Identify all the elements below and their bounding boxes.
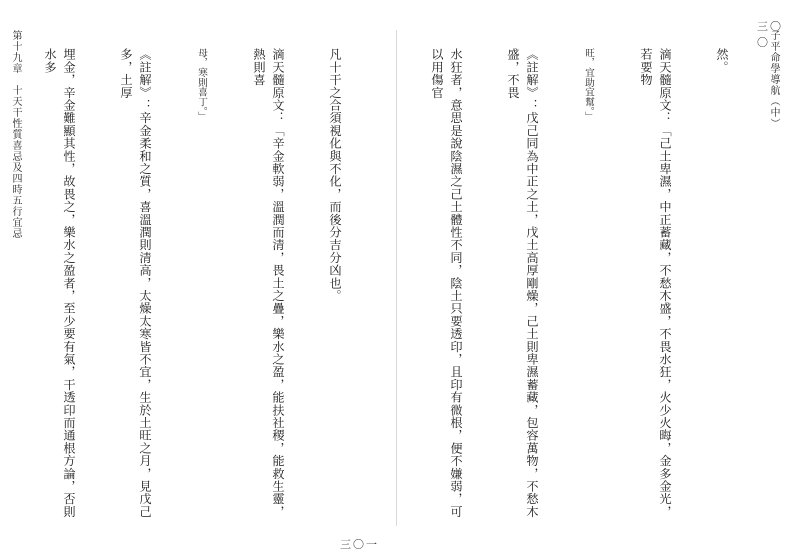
text-column: 凡十干之合須視化與不化，而後分吉分凶也。 [328, 48, 342, 302]
left-page [0, 0, 396, 556]
text-column: 埋金，辛金難顯其性，故畏之，樂水之盈者，至少要有氣，干透印而通根方論，否則水多 [43, 48, 76, 518]
text-column: 滴天髓原文：「辛金軟弱，溫潤而清，畏土之疊，樂水之盈，能扶社稷，能救生靈，熱則喜 [252, 48, 285, 518]
right-page-body [413, 48, 769, 518]
text-column: 旺，宜助宜幫。」 [583, 48, 594, 122]
right-page [397, 0, 793, 556]
text-column: 母，寒則喜丁。」 [196, 48, 207, 122]
text-column: 水狂者，意思是說陰濕之己土體性不同，陰土只要透印，且印有微根，便不嫌弱，可以用傷官 [430, 48, 463, 518]
left-page-body [16, 48, 382, 518]
chapter-title: 第十九章 十天干性質喜忌及四時五行宜忌 [10, 30, 21, 239]
text-column: 《註解》：戊己同為中正之土，戊土高厚剛燥，己土則卑濕蓄藏，包容萬物，不愁木盛，不畏 [506, 48, 539, 518]
text-column: 滴天髓原文：「己土卑濕，中正蓄藏，不愁木盛，不畏水狂，火少火晦，金多金光，若要物 [639, 48, 672, 518]
text-column: 然。 [715, 48, 729, 74]
book-title: 子平命學導航（中） [768, 30, 779, 129]
text-column: 《註解》：辛金柔和之質，喜溫潤則清高，太燥太寒皆不宜，生於土旺之月，見戊己多，土厚 [119, 48, 152, 518]
page-number: 三〇一 [340, 538, 379, 551]
page-number: 三〇〇 [757, 20, 783, 49]
